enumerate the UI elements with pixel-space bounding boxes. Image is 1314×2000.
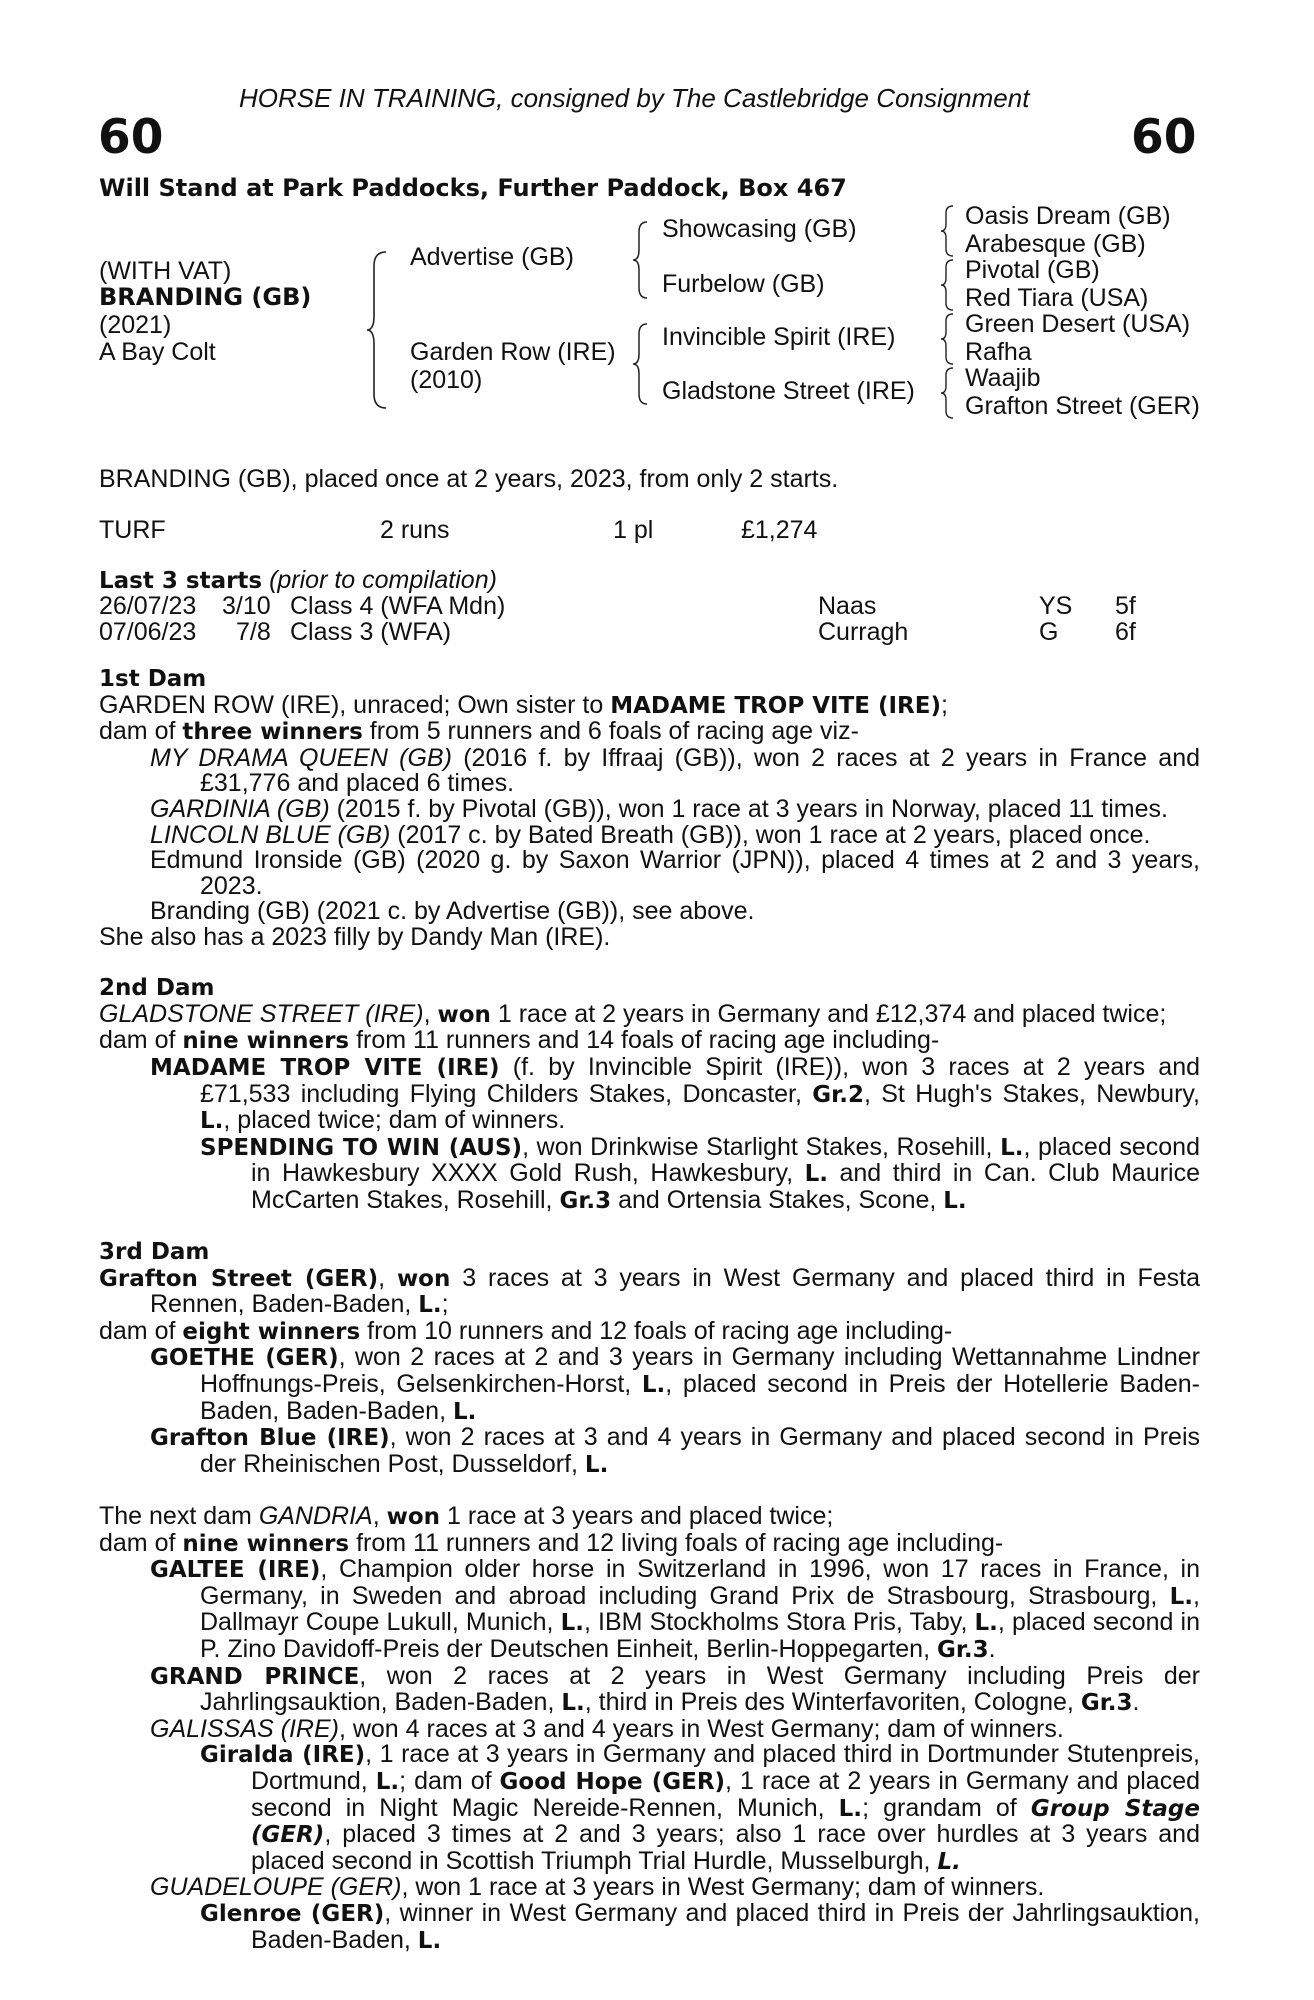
pedigree-brace-1 — [940, 204, 956, 258]
sire-sire: Showcasing (GB) — [662, 215, 857, 243]
foal-entry: LINCOLN BLUE (GB) (2017 c. by Bated Breath (GB)), won 1 race at 2 years, placed once. — [150, 820, 1151, 849]
record-runs: 2 runs — [380, 516, 450, 544]
vat-note: (WITH VAT) — [99, 257, 232, 285]
second-dam-section — [99, 976, 1200, 1214]
pedigree-brace-2 — [940, 258, 956, 312]
first-dam-section — [99, 667, 1200, 951]
dam-note: She also has a 2023 filly by Dandy Man (IRE). — [99, 922, 611, 951]
section-heading: 3rd Dam — [99, 1239, 210, 1266]
sire: Advertise (GB) — [410, 243, 574, 271]
third-dam-section — [99, 1240, 1200, 1478]
record-earnings: £1,274 — [741, 516, 818, 544]
foal-entry: Edmund Ironside (GB) (2020 g. by Saxon Warrior (JPN)), placed 4 times at 2 and 3 years, 2023. — [150, 846, 1200, 900]
start-position: 3/10 — [222, 592, 271, 620]
last-starts-heading — [99, 568, 497, 595]
start-date: 07/06/23 — [99, 618, 197, 646]
produce-entry: GALISSAS (IRE), won 4 races at 3 and 4 years in West Germany; dam of winners. — [150, 1714, 1064, 1743]
race-summary: BRANDING (GB), placed once at 2 years, 2023, from only 2 starts. — [99, 465, 839, 493]
stand-location: Will Stand at Park Paddocks, Further Paddock, Box 467 — [99, 174, 847, 202]
dam-line: Grafton Street (GER), won 3 races at 3 years in West Germany and placed third in Festa Rennen, Baden-Baden, L.; — [99, 1263, 1200, 1319]
dam-produce-summary: dam of nine winners from 11 runners and 12 living foals of racing age including- — [99, 1528, 1004, 1557]
dam: Garden Row (IRE) — [410, 338, 616, 366]
produce-entry: Grafton Blue (IRE), won 2 races at 3 and 4 years in Germany and placed second in Preis der Rheinischen Post, Dusseldorf, L. — [150, 1423, 1200, 1478]
ped-ddd: Grafton Street (GER) — [965, 392, 1200, 420]
foaling-year: (2021) — [99, 311, 172, 339]
pedigree-brace-sire — [632, 220, 650, 300]
foal-entry: MY DRAMA QUEEN (GB) (2016 f. by Iffraaj (GB)), won 2 races at 2 years in France and £31,776 and placed 6 times. — [150, 743, 1201, 798]
dam-line: GLADSTONE STREET (IRE), won 1 race at 2 years in Germany and £12,374 and placed twice; — [99, 999, 1167, 1028]
start-race: Class 3 (WFA) — [290, 618, 452, 646]
pedigree-brace-4 — [940, 366, 956, 420]
horse-name: BRANDING (GB) — [99, 283, 312, 311]
next-dam-section — [99, 1504, 1200, 1954]
pedigree-brace-main — [366, 250, 390, 410]
section-heading: 1st Dam — [99, 666, 207, 692]
dam-line: The next dam GANDRIA, won 1 race at 3 years and placed twice; — [99, 1502, 834, 1530]
start-race: Class 4 (WFA Mdn) — [290, 592, 506, 620]
produce-entry: GUADELOUPE (GER), won 1 race at 3 years in West Germany; dam of winners. — [150, 1873, 1045, 1902]
lot-number-left: 60 — [98, 110, 164, 165]
foal-entry: Branding (GB) (2021 c. by Advertise (GB)), see above. — [150, 897, 755, 926]
pedigree-brace-3 — [940, 312, 956, 366]
produce-entry: GALTEE (IRE), Champion older horse in Switzerland in 1996, won 17 races in France, in Germany, in Sweden and abroad including Grand Prix de Strasbourg, Strasbourg, L., Dallmayr Coupe Lukull, Munich, L., IBM Stockholms Stora Pris, Taby, L., placed second in P. Zino Davidoff-Preis der Deutschen Einheit, Berlin-Hoppegarten, Gr.3. — [150, 1555, 1200, 1663]
pedigree-brace-dam — [632, 322, 650, 406]
ped-sdd: Red Tiara (USA) — [965, 284, 1149, 312]
record-placed: 1 pl — [613, 516, 654, 544]
start-position: 7/8 — [236, 618, 271, 646]
last-starts-note: (prior to compilation) — [269, 566, 497, 594]
last-starts-title: Last 3 starts — [99, 568, 263, 594]
start-date: 26/07/23 — [99, 592, 197, 620]
start-course: Curragh — [818, 618, 909, 646]
produce-entry: Giralda (IRE), 1 race at 3 years in Germany and placed third in Dortmunder Stutenpreis, Dortmund, L.; dam of Good Hope (GER), 1 race at 2 years in Germany and placed second in Night Magic Nereide-Rennen, Munich, L.; grandam of Group Stage (GER), placed 3 times at 2 and 3 years; also 1 race over hurdles at 3 years and placed second in Scottish Triumph Trial Hurdle, Musselburgh, L. — [200, 1740, 1201, 1875]
section-heading: 2nd Dam — [99, 975, 215, 1002]
lot-number-right: 60 — [1131, 110, 1197, 165]
produce-entry: GRAND PRINCE, won 2 races at 2 years in West Germany including Preis der Jahrlingsauktion, Baden-Baden, L., third in Preis des Winterfavoriten, Cologne, Gr.3. — [150, 1661, 1200, 1717]
sire-dam: Furbelow (GB) — [662, 270, 825, 298]
ped-ssd: Arabesque (GB) — [965, 230, 1146, 258]
start-going: G — [1039, 618, 1059, 646]
ped-sss: Oasis Dream (GB) — [965, 202, 1171, 230]
dam-year: (2010) — [410, 366, 483, 394]
dam-produce-summary: dam of eight winners from 10 runners and 12 foals of racing age including- — [99, 1316, 953, 1345]
dam-produce-summary: dam of nine winners from 11 runners and 14 foals of racing age including- — [99, 1026, 940, 1055]
record-surface: TURF — [99, 516, 166, 544]
produce-entry: Glenroe (GER), winner in West Germany and placed third in Preis der Jahrlingsauktion, Baden-Baden, L. — [200, 1898, 1200, 1954]
dam-sire: Invincible Spirit (IRE) — [662, 323, 896, 351]
ped-dds: Waajib — [965, 364, 1041, 392]
foal-entry: GARDINIA (GB) (2015 f. by Pivotal (GB)), won 1 race at 3 years in Norway, placed 11 times. — [150, 794, 1168, 823]
ped-dsd: Rafha — [965, 338, 1032, 366]
catalogue-header: HORSE IN TRAINING, consigned by The Castlebridge Consignment — [239, 83, 1030, 113]
start-course: Naas — [818, 592, 877, 620]
ped-sds: Pivotal (GB) — [965, 256, 1100, 284]
dam-dam: Gladstone Street (IRE) — [662, 377, 915, 405]
produce-entry: GOETHE (GER), won 2 races at 2 and 3 years in Germany including Wettannahme Lindner Hoffnungs-Preis, Gelsenkirchen-Horst, L., placed second in Preis der Hotellerie Baden-Baden, Baden-Baden, L. — [150, 1343, 1200, 1425]
produce-entry: SPENDING TO WIN (AUS), won Drinkwise Starlight Stakes, Rosehill, L., placed second in Hawkesbury XXXX Gold Rush, Hawkesbury, L. and third in Can. Club Maurice McCarten Stakes, Rosehill, Gr.3 and Ortensia Stakes, Scone, L. — [200, 1132, 1200, 1214]
produce-entry: MADAME TROP VITE (IRE) (f. by Invincible Spirit (IRE)), won 3 races at 2 years and £71,533 including Flying Childers Stakes, Doncaster, Gr.2, St Hugh's Stakes, Newbury, L., placed twice; dam of winners. — [150, 1052, 1200, 1135]
dam-line: GARDEN ROW (IRE), unraced; Own sister to MADAME TROP VITE (IRE); — [99, 690, 948, 719]
dam-produce-summary: dam of three winners from 5 runners and 6 foals of racing age viz- — [99, 717, 859, 746]
start-distance: 5f — [1115, 592, 1136, 620]
horse-description: A Bay Colt — [99, 338, 216, 366]
start-distance: 6f — [1115, 618, 1136, 646]
start-going: YS — [1039, 592, 1073, 620]
produce-record — [99, 667, 1200, 1954]
ped-dss: Green Desert (USA) — [965, 310, 1191, 338]
